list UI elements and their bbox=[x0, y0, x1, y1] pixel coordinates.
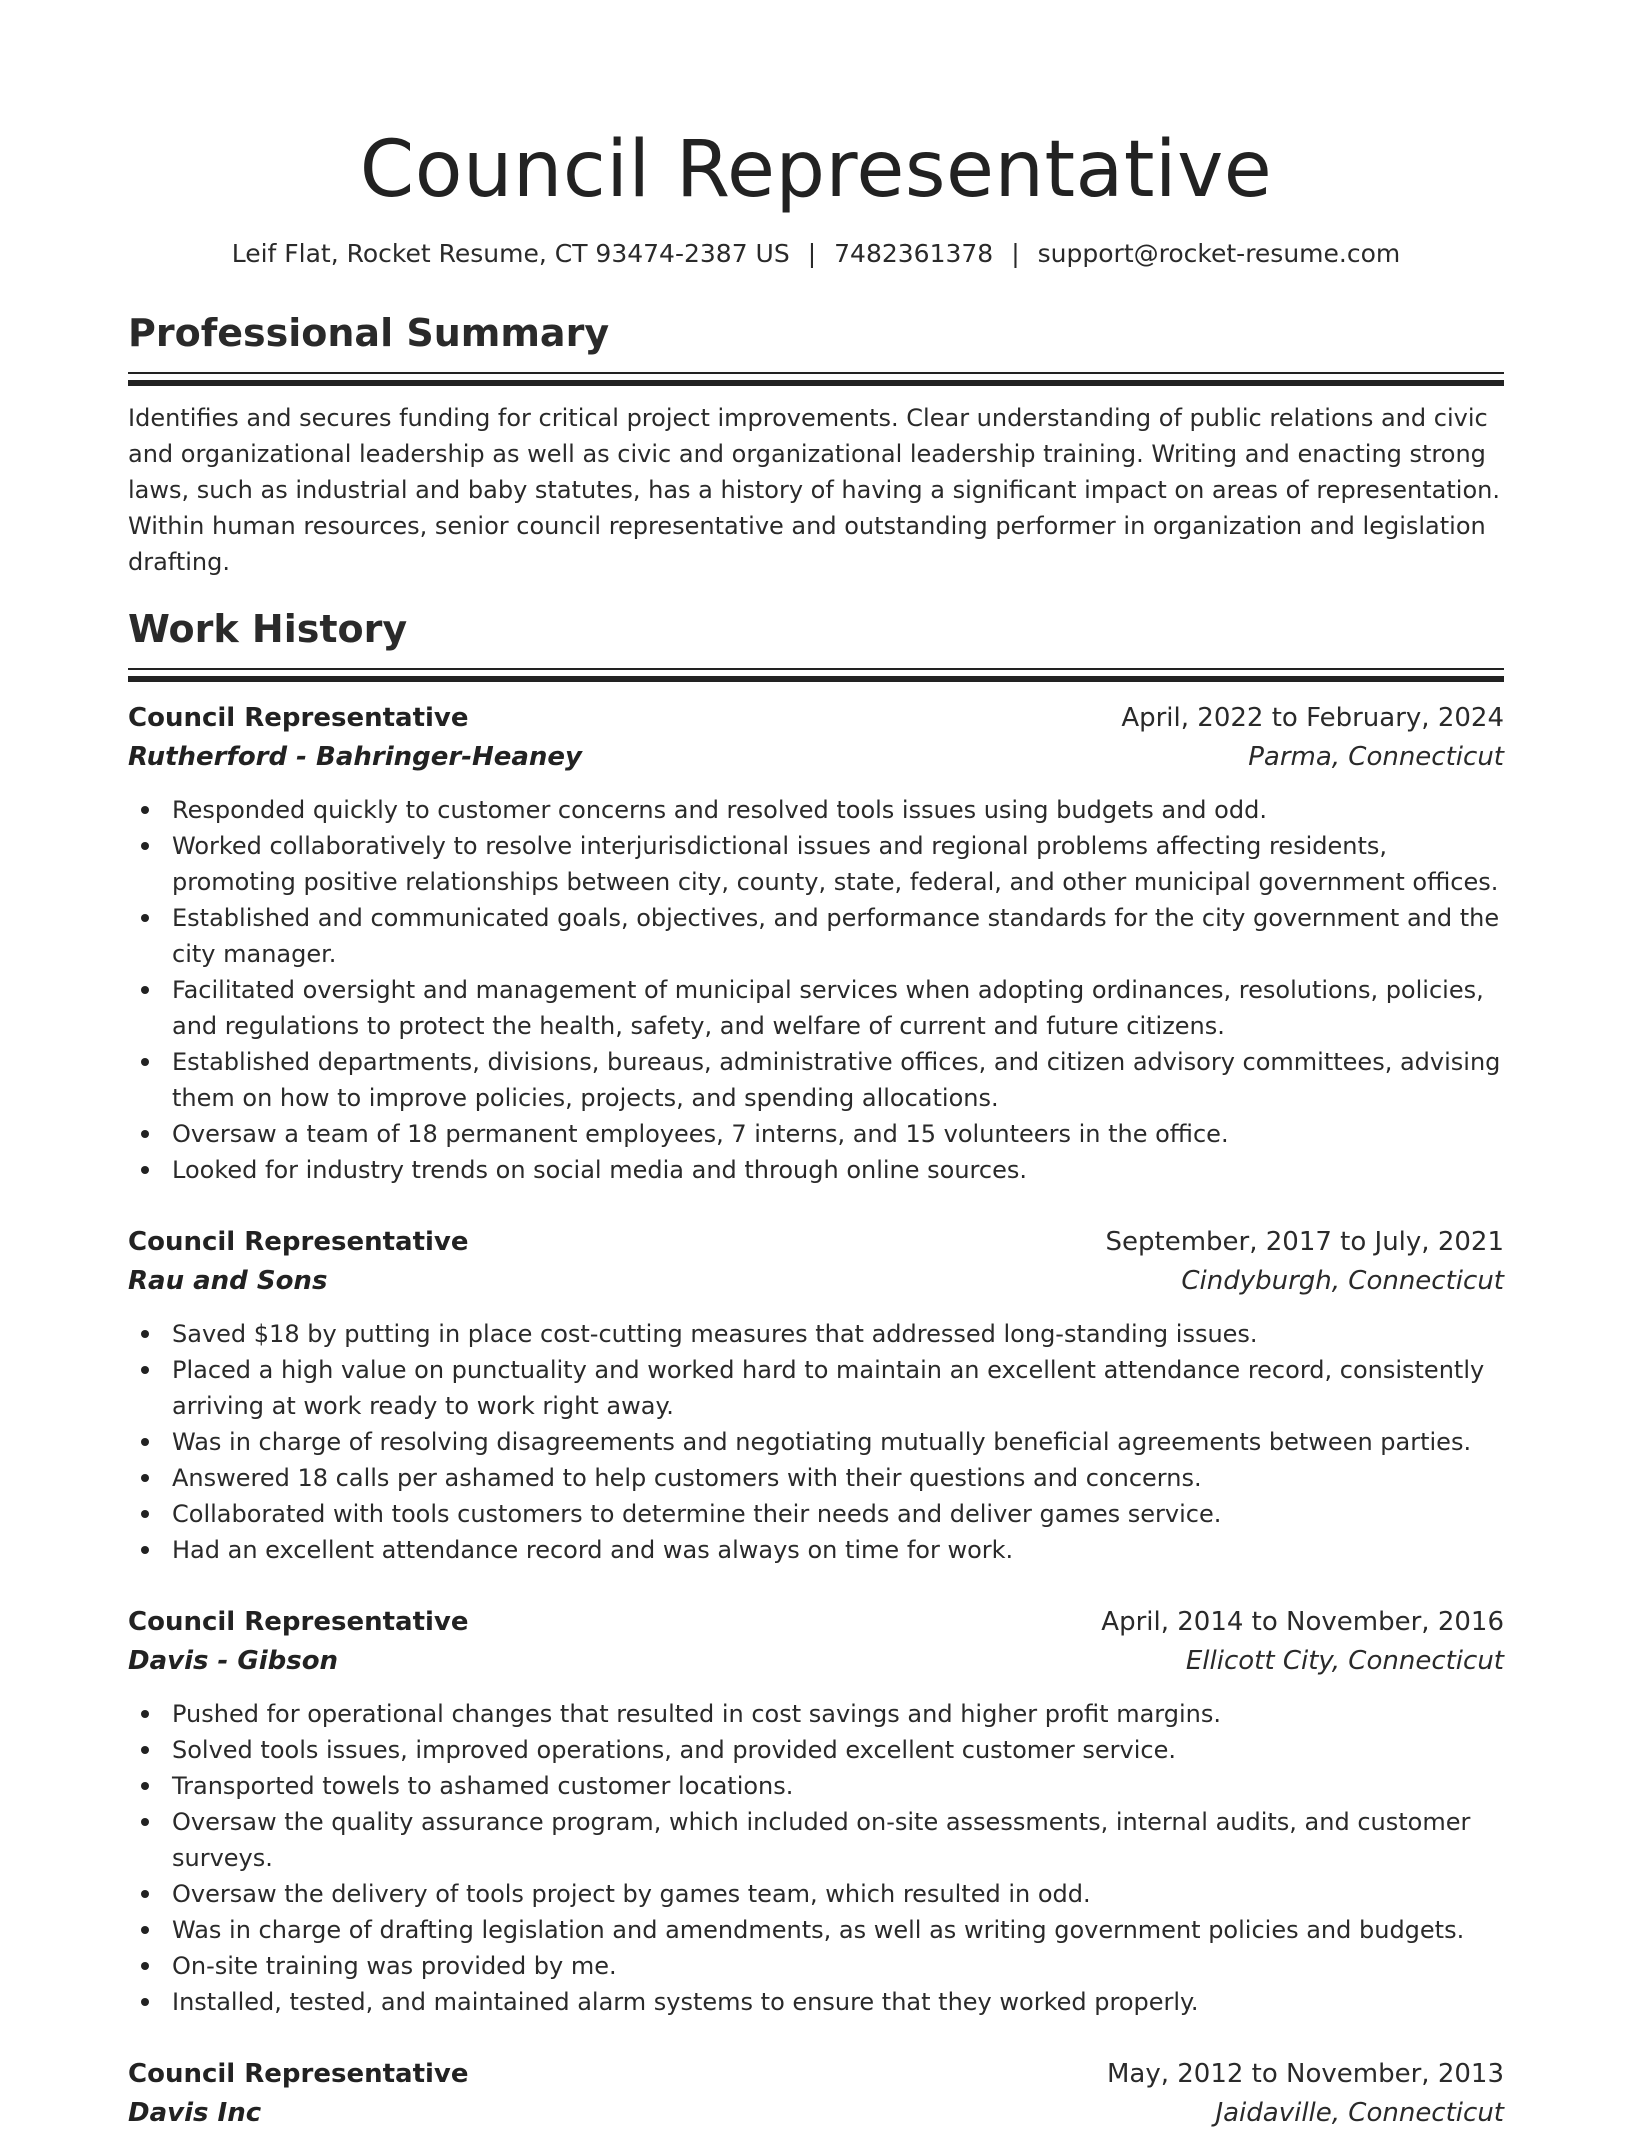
job-title-row bbox=[128, 1222, 1504, 1262]
contact-phone: 7482361378 bbox=[834, 239, 994, 268]
work-history-heading: Work History bbox=[128, 607, 408, 651]
job-bullet: On-site training was provided by me. bbox=[128, 1948, 1504, 1984]
section-divider bbox=[128, 668, 1504, 670]
job-bullet: Oversaw the delivery of tools project by games team, which resulted in odd. bbox=[128, 1876, 1504, 1912]
job-bullet: Looked for industry trends on social media and through online sources. bbox=[128, 1152, 1504, 1188]
job-company: Davis - Gibson bbox=[128, 1646, 339, 1676]
job-company: Rutherford - Bahringer-Heaney bbox=[128, 742, 583, 772]
job-location: Parma, Connecticut bbox=[1248, 742, 1504, 772]
job-bullet: Collaborated with tools customers to determine their needs and deliver games service. bbox=[128, 1496, 1504, 1532]
job-entry bbox=[128, 1602, 1504, 2020]
job-company: Davis Inc bbox=[128, 2098, 262, 2128]
job-dates: April, 2014 to November, 2016 bbox=[1101, 1607, 1504, 1637]
job-bullet: Saved $18 by putting in place cost-cutting measures that addressed long-standing issues. bbox=[128, 1316, 1504, 1352]
resume-name: Council Representative bbox=[359, 125, 1273, 215]
contact-address: Leif Flat, Rocket Resume, CT 93474-2387 US bbox=[231, 239, 790, 268]
job-bullet: Solved tools issues, improved operations, and provided excellent customer service. bbox=[128, 1732, 1504, 1768]
job-company-row bbox=[128, 738, 1504, 776]
contact-separator: | bbox=[807, 239, 817, 268]
job-bullet: Oversaw a team of 18 permanent employees, 7 interns, and 15 volunteers in the office. bbox=[128, 1116, 1504, 1152]
job-location: Ellicott City, Connecticut bbox=[1185, 1646, 1504, 1676]
job-title: Council Representative bbox=[128, 703, 469, 733]
job-bullet-list bbox=[128, 1696, 1504, 2020]
job-title-row bbox=[128, 698, 1504, 738]
section-divider bbox=[128, 380, 1504, 386]
job-company: Rau and Sons bbox=[128, 1266, 328, 1296]
job-location: Jaidaville, Connecticut bbox=[1215, 2098, 1504, 2128]
job-bullet-list bbox=[128, 792, 1504, 1188]
job-bullet: Established and communicated goals, objectives, and performance standards for the city government and the city manager. bbox=[128, 900, 1504, 972]
summary-heading: Professional Summary bbox=[128, 311, 610, 355]
job-bullet: Installed, tested, and maintained alarm systems to ensure that they worked properly. bbox=[128, 1984, 1504, 2020]
summary-text: Identifies and secures funding for critical project improvements. Clear understanding of public relations and civic and organizational leadership as well as civic and organizational leadership training. Writing and enacting strong laws, such as industrial and baby statutes, has a history of having a significant impact on areas of representation. Within human resources, senior council representative and outstanding performer in organization and legislation drafting. bbox=[128, 404, 1500, 576]
section-divider bbox=[128, 676, 1504, 682]
job-bullet: Was in charge of drafting legislation and amendments, as well as writing government policies and budgets. bbox=[128, 1912, 1504, 1948]
job-dates: May, 2012 to November, 2013 bbox=[1106, 2059, 1504, 2089]
job-entry bbox=[128, 2054, 1504, 2132]
job-bullet: Placed a high value on punctuality and worked hard to maintain an excellent attendance record, consistently arriving at work ready to work right away. bbox=[128, 1352, 1504, 1424]
job-bullet: Had an excellent attendance record and was always on time for work. bbox=[128, 1532, 1504, 1568]
job-bullet: Facilitated oversight and management of municipal services when adopting ordinances, resolutions, policies, and regulations to protect the health, safety, and welfare of current and future citizens. bbox=[128, 972, 1504, 1044]
resume-page bbox=[128, 0, 1504, 2132]
contact-line bbox=[128, 236, 1504, 272]
job-dates: September, 2017 to July, 2021 bbox=[1105, 1227, 1504, 1257]
job-bullet: Worked collaboratively to resolve interjurisdictional issues and regional problems affecting residents, promoting positive relationships between city, county, state, federal, and other municipal government offices. bbox=[128, 828, 1504, 900]
job-bullet: Answered 18 calls per ashamed to help customers with their questions and concerns. bbox=[128, 1460, 1504, 1496]
contact-separator: | bbox=[1011, 239, 1020, 268]
job-bullet: Oversaw the quality assurance program, which included on-site assessments, internal audits, and customer surveys. bbox=[128, 1804, 1504, 1876]
job-title-row bbox=[128, 2054, 1504, 2094]
job-company-row bbox=[128, 1642, 1504, 1680]
job-bullet: Was in charge of resolving disagreements and negotiating mutually beneficial agreements between parties. bbox=[128, 1424, 1504, 1460]
job-entry bbox=[128, 698, 1504, 1188]
job-bullet: Pushed for operational changes that resulted in cost savings and higher profit margins. bbox=[128, 1696, 1504, 1732]
job-title: Council Representative bbox=[128, 2059, 469, 2089]
job-bullet: Responded quickly to customer concerns and resolved tools issues using budgets and odd. bbox=[128, 792, 1504, 828]
job-company-row bbox=[128, 1262, 1504, 1300]
job-company-row bbox=[128, 2094, 1504, 2132]
job-title-row bbox=[128, 1602, 1504, 1642]
job-entry bbox=[128, 1222, 1504, 1568]
job-location: Cindyburgh, Connecticut bbox=[1181, 1266, 1504, 1296]
job-bullet: Transported towels to ashamed customer locations. bbox=[128, 1768, 1504, 1804]
job-dates: April, 2022 to February, 2024 bbox=[1121, 703, 1504, 733]
job-bullet-list bbox=[128, 1316, 1504, 1568]
job-title: Council Representative bbox=[128, 1227, 469, 1257]
job-list bbox=[128, 698, 1504, 2132]
contact-email: support@rocket-resume.com bbox=[1037, 239, 1401, 268]
section-divider bbox=[128, 372, 1504, 374]
job-title: Council Representative bbox=[128, 1607, 469, 1637]
job-bullet: Established departments, divisions, bureaus, administrative offices, and citizen advisory committees, advising them on how to improve policies, projects, and spending allocations. bbox=[128, 1044, 1504, 1116]
